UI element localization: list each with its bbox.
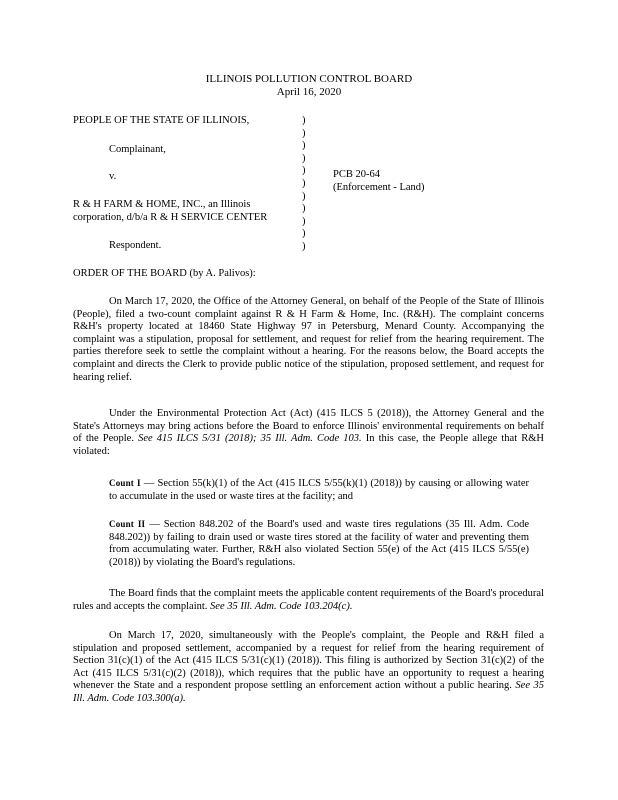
respondent-role: Respondent.	[109, 240, 162, 251]
count-two	[109, 518, 529, 569]
agency-title: ILLINOIS POLLUTION CONTROL BOARD	[205, 73, 413, 85]
paragraph-stipulation	[73, 630, 544, 706]
allegation-intro: In this case, the People allege that R&H violated:	[73, 433, 544, 457]
acceptance-citation: See 35 Ill. Adm. Code 103.204(c).	[210, 600, 353, 612]
count-one-text: — Section 55(k)(1) of the Act (415 ILCS 5/55(k)(1) (2018)) by causing or allowing water to accumulate in the used or waste tires at the facility; and	[109, 478, 530, 502]
count-two-text: — Section 848.202 of the Board's used and waste tires regulations (35 Ill. Adm. Code 848.202)) by failing to drain used or waste tires stored at the facility of water and preventing them from accumulating water. Further, R&H also violated Section 55(e) of the Act (415 ILCS 5/55(e) (2018)) by violating the Board's regulations.	[109, 519, 529, 568]
document-header	[0, 73, 618, 99]
case-caption	[73, 115, 473, 255]
count-one	[109, 477, 529, 503]
order-date: April 16, 2020	[276, 86, 342, 98]
caption-bracket: ) ) ) ) ) ) ) ) ) ) )	[302, 115, 306, 252]
case-type: (Enforcement - Land)	[333, 181, 425, 193]
complainant-role: Complainant,	[109, 144, 166, 155]
paragraph-authority-text: Under the Environmental Protection Act (Act) (415 ILCS 5 (2018)), the Attorney General and the State's Attorneys may bring actions before the Board to enforce Illinois' environmental requirements on behalf of the People.	[73, 408, 544, 445]
case-identifier	[333, 169, 473, 194]
case-number: PCB 20-64	[333, 169, 380, 180]
respondent-name-line1: R & H FARM & HOME, INC., an Illinois	[73, 199, 251, 210]
respondent-name-line2: corporation, d/b/a R & H SERVICE CENTER	[73, 212, 268, 223]
complainant-name: PEOPLE OF THE STATE OF ILLINOIS,	[73, 115, 250, 126]
stipulation-citation: See 35 Ill. Adm. Code 103.300(a).	[73, 680, 544, 704]
versus-label: v.	[109, 171, 117, 182]
authority-citation: See 415 ILCS 5/31 (2018); 35 Ill. Adm. Code 103.	[138, 433, 362, 445]
paragraph-acceptance-text: The Board finds that the complaint meets the applicable content requirements of the Board's procedural rules and accepts the complaint.	[73, 588, 544, 612]
paragraph-filing: On March 17, 2020, the Office of the Attorney General, on behalf of the People of the State of Illinois (People), filed a two-count complaint against R & H Farm & Home, Inc. (R&H). The complaint concerns R&H's property located at 18460 State Highway 97 in Petersburg, Menard County. Accompanying the complaint was a stipulation, proposal for settlement, and request for relief from the hearing requirement. The parties therefore seek to settle the complaint without a hearing. For the reasons below, the Board accepts the complaint and directs the Clerk to provide public notice of the stipulation, proposed settlement, and request for hearing relief.	[73, 296, 544, 383]
count-one-label: Count I	[109, 478, 141, 488]
count-two-label: Count II	[109, 519, 146, 529]
paragraph-authority	[73, 408, 544, 458]
paragraph-acceptance	[73, 588, 544, 613]
order-heading: ORDER OF THE BOARD (by A. Palivos):	[73, 268, 256, 279]
paragraph-stipulation-text: On March 17, 2020, simultaneously with the People's complaint, the People and R&H filed a stipulation and proposed settlement, accompanied by a request for relief from the hearing requirement of Section 31(c)(1) of the Act (415 ILCS 5/31(c)(1) (2018)). This filing is authorized by Section 31(c)(2) of the Act (415 ILCS 5/31(c)(2) (2018)), which requires that the public have an opportunity to request a hearing whenever the State and a respondent propose settling an enforcement action without a public hearing.	[73, 630, 544, 692]
